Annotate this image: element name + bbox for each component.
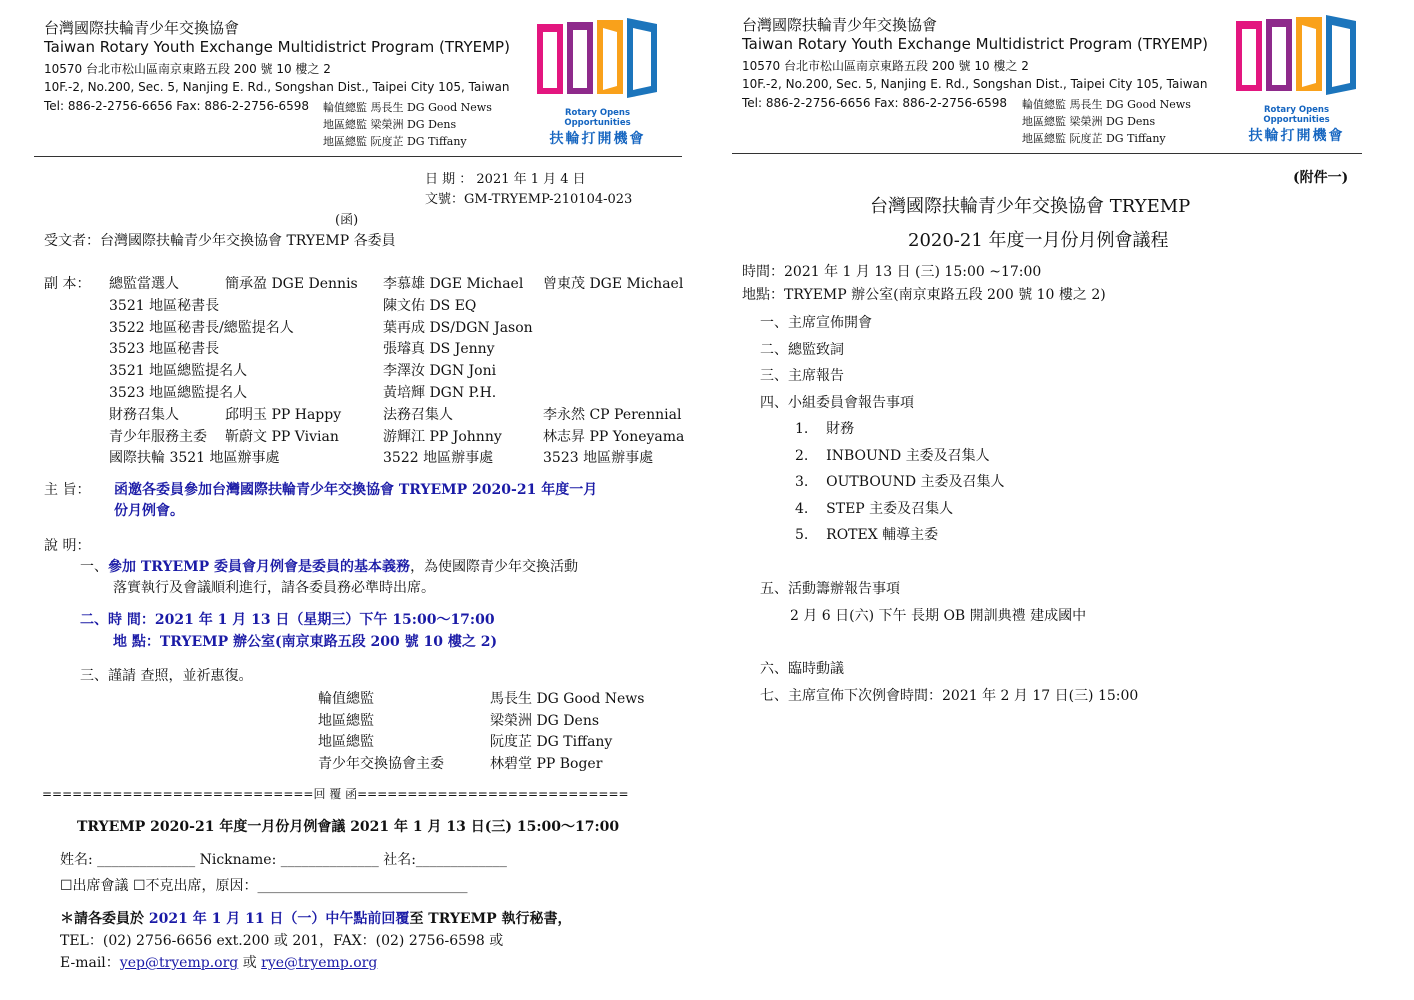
reply-note-prefix: ＊請各委員於 bbox=[60, 911, 149, 927]
agenda-sub-item: 1. 財務 bbox=[795, 421, 855, 437]
agenda-item-6: 六、臨時動議 bbox=[760, 661, 844, 677]
cc-cell: 3521 地區總監提名人 bbox=[109, 363, 248, 380]
cc-cell: 3523 地區總監提名人 bbox=[109, 385, 248, 401]
address-zh-2: 10570 台北市松山區南京東路五段 200 號 10 樓之 2 bbox=[742, 59, 1029, 73]
cc-label: 副 本： bbox=[44, 276, 91, 292]
cc-cell: 青少年服務主委 bbox=[109, 428, 207, 445]
agenda-sub-item: 4. STEP 主委及召集人 bbox=[795, 500, 954, 517]
cc-cell: 曾東茂 DGE Michael bbox=[543, 276, 684, 292]
org-name-zh-2: 台灣國際扶輪青少年交換協會 bbox=[742, 16, 938, 34]
cc-cell: 林志昇 PP Yoneyama bbox=[543, 428, 685, 445]
tel-fax: Tel: 886-2-2756-6656 Fax: 886-2-2756-6598 bbox=[44, 99, 310, 113]
item-1 bbox=[80, 556, 578, 576]
item-1-line-2: 落實執行及會議順利進行，請各委員務必準時出席。 bbox=[113, 580, 435, 596]
org-name-en-2: Taiwan Rotary Youth Exchange Multidistrict Program (TRYEMP) bbox=[742, 35, 1208, 53]
officer-1: 輪值總監 馬長生 DG Good News bbox=[323, 101, 492, 114]
cc-cell: 黃培輝 DGN P.H. bbox=[383, 385, 497, 401]
item-2-place: 地 點：TRYEMP 辦公室(南京東路五段 200 號 10 樓之 2) bbox=[113, 634, 498, 650]
cc-cell: 3522 地區辦事處 bbox=[383, 450, 494, 467]
reply-options[interactable]: ☐出席會議 ☐不克出席，原因：______________________________ bbox=[60, 878, 468, 894]
letter-type: (函) bbox=[335, 213, 359, 228]
signer-name: 馬長生 DG Good News bbox=[490, 691, 645, 707]
cc-cell: 邱明玉 PP Happy bbox=[225, 406, 342, 423]
doors-icon bbox=[535, 14, 660, 104]
reply-divider: ===========================回 覆 函=========================== bbox=[42, 787, 629, 801]
subject-line-1: 函邀各委員參加台灣國際扶輪青少年交換協會 TRYEMP 2020-21 年度一月 bbox=[114, 482, 598, 498]
description-label: 說 明： bbox=[44, 538, 91, 554]
agenda-item-5-detail: 2 月 6 日(六) 下午 長期 OB 開訓典禮 建成國中 bbox=[790, 608, 1087, 624]
reply-fields[interactable]: 姓名: ______________ Nickname: ______________ 社名:_____________ bbox=[60, 852, 507, 868]
cc-cell: 法務召集人 bbox=[383, 406, 453, 423]
cc-cell: 陳文佑 DS EQ bbox=[383, 297, 477, 314]
agenda-sub-item: 5. ROTEX 輔導主委 bbox=[795, 527, 939, 543]
cc-cell: 李澤汝 DGN Joni bbox=[383, 363, 497, 380]
cc-cell: 3522 地區秘書長/總監提名人 bbox=[109, 319, 294, 336]
cc-cell: 游輝江 PP Johnny bbox=[383, 428, 502, 445]
agenda-item-5: 五、活動籌辦報告事項 bbox=[760, 581, 900, 597]
agenda-item: 四、小組委員會報告事項 bbox=[760, 394, 914, 411]
subject-line-2: 份月例會。 bbox=[114, 503, 184, 519]
logo-tagline: Rotary Opens Opportunities bbox=[564, 108, 631, 128]
cc-cell: 總監當選人 bbox=[109, 276, 179, 292]
agenda-place: 地點：TRYEMP 辦公室(南京東路五段 200 號 10 樓之 2) bbox=[742, 287, 1106, 303]
email-link-rye[interactable]: rye@tryemp.org bbox=[261, 955, 378, 971]
cc-cell: 簡承盈 DGE Dennis bbox=[225, 276, 358, 292]
org-name-en: Taiwan Rotary Youth Exchange Multidistrict Program (TRYEMP) bbox=[44, 38, 510, 56]
cc-cell: 3523 地區秘書長 bbox=[109, 341, 220, 358]
tel-fax-2: Tel: 886-2-2756-6656 Fax: 886-2-2756-6598 bbox=[742, 96, 1008, 110]
cc-cell: 張璿真 DS Jenny bbox=[383, 341, 495, 358]
officer-3-2: 地區總監 阮度芷 DG Tiffany bbox=[1022, 132, 1166, 145]
cc-cell: 3523 地區辦事處 bbox=[543, 450, 654, 467]
header-rule bbox=[34, 156, 682, 157]
email-label: E-mail： bbox=[60, 955, 120, 971]
logo-tagline-2: Rotary Opens Opportunities bbox=[1263, 105, 1330, 125]
cc-cell: 國際扶輪 3521 地區辦事處 bbox=[109, 450, 280, 467]
rotary-logo bbox=[535, 14, 660, 147]
email-or: 或 bbox=[238, 955, 262, 971]
header-rule-2 bbox=[732, 153, 1362, 154]
recipient: 受文者：台灣國際扶輪青少年交換協會 TRYEMP 各委員 bbox=[44, 233, 396, 249]
address-en: 10F.-2, No.200, Sec. 5, Nanjing E. Rd., Songshan Dist., Taipei City 105, Taiwan bbox=[44, 80, 510, 94]
agenda-title-1: 台灣國際扶輪青少年交換協會 TRYEMP bbox=[870, 196, 1191, 217]
signer-title: 輪值總監 bbox=[318, 691, 374, 707]
item-1-rest: ，為使國際青少年交換活動 bbox=[410, 559, 579, 575]
rotary-logo-2 bbox=[1234, 11, 1359, 144]
letter-date: 日 期 ： 2021 年 1 月 4 日 bbox=[425, 172, 586, 187]
agenda-title-2: 2020-21 年度一月份月例會議程 bbox=[908, 230, 1169, 251]
agenda-item-7: 七、主席宣佈下次例會時間：2021 年 2 月 17 日(三) 15:00 bbox=[760, 688, 1139, 704]
signer-title: 地區總監 bbox=[318, 734, 374, 750]
doc-number: 文號：GM-TRYEMP-210104-023 bbox=[425, 192, 633, 207]
reply-note-suffix: 至 TRYEMP 執行秘書， bbox=[409, 911, 572, 927]
officer-2: 地區總監 梁榮洲 DG Dens bbox=[323, 118, 457, 131]
cc-cell: 葉再成 DS/DGN Jason bbox=[383, 319, 533, 336]
address-zh: 10570 台北市松山區南京東路五段 200 號 10 樓之 2 bbox=[44, 62, 331, 76]
cc-cell: 李慕雄 DGE Michael bbox=[383, 276, 524, 292]
item-1-prefix: 一、 bbox=[80, 559, 108, 575]
agenda-item: 三、主席報告 bbox=[760, 368, 844, 384]
agenda-time: 時間：2021 年 1 月 13 日 (三) 15:00 ~17:00 bbox=[742, 264, 1042, 280]
doors-icon bbox=[1234, 11, 1359, 101]
reply-note-deadline: 2021 年 1 月 11 日（一）中午點前回覆 bbox=[148, 911, 410, 927]
logo-zh-2: 扶輪打開機會 bbox=[1248, 128, 1345, 144]
agenda-sub-item: 3. OUTBOUND 主委及召集人 bbox=[795, 474, 1005, 490]
item-1-emphasis: 參加 TRYEMP 委員會月例會是委員的基本義務 bbox=[108, 559, 411, 575]
agenda-item: 二、總監致詞 bbox=[760, 341, 844, 358]
attachment-label: (附件一) bbox=[1293, 170, 1349, 186]
subject-label: 主 旨： bbox=[44, 482, 91, 498]
item-3: 三、謹請 查照，並祈惠復。 bbox=[80, 668, 253, 684]
signer-name: 梁榮洲 DG Dens bbox=[490, 712, 600, 729]
address-en-2: 10F.-2, No.200, Sec. 5, Nanjing E. Rd., Songshan Dist., Taipei City 105, Taiwan bbox=[742, 77, 1208, 91]
officer-2-2: 地區總監 梁榮洲 DG Dens bbox=[1022, 115, 1156, 128]
agenda-item: 一、主席宣佈開會 bbox=[760, 315, 872, 331]
cc-cell: 3521 地區秘書長 bbox=[109, 297, 220, 314]
logo-zh: 扶輪打開機會 bbox=[549, 131, 646, 147]
signer-title: 地區總監 bbox=[318, 712, 374, 729]
reply-note bbox=[60, 908, 572, 928]
signer-title: 青少年交換協會主委 bbox=[318, 755, 444, 772]
signer-name: 阮度芷 DG Tiffany bbox=[490, 734, 613, 750]
cc-cell: 李永然 CP Perennial bbox=[543, 406, 682, 423]
reply-email bbox=[60, 952, 377, 972]
email-link-yep[interactable]: yep@tryemp.org bbox=[119, 955, 239, 971]
signer-name: 林碧堂 PP Boger bbox=[490, 755, 603, 772]
officer-3: 地區總監 阮度芷 DG Tiffany bbox=[323, 135, 467, 148]
officer-1-2: 輪值總監 馬長生 DG Good News bbox=[1022, 98, 1191, 111]
reply-title: TRYEMP 2020-21 年度一月份月例會議 2021 年 1 月 13 日(三) 15:00～17:00 bbox=[77, 819, 620, 835]
cc-cell: 財務召集人 bbox=[109, 406, 179, 423]
agenda-sub-item: 2. INBOUND 主委及召集人 bbox=[795, 447, 990, 464]
item-2-time: 二、時 間：2021 年 1 月 13 日（星期三）下午 15:00～17:00 bbox=[80, 612, 495, 628]
reply-tel: TEL：(02) 2756-6656 ext.200 或 201，FAX：(02) 2756-6598 或 bbox=[60, 933, 504, 949]
cc-cell: 靳蔚文 PP Vivian bbox=[225, 428, 339, 445]
org-name-zh: 台灣國際扶輪青少年交換協會 bbox=[44, 19, 240, 37]
